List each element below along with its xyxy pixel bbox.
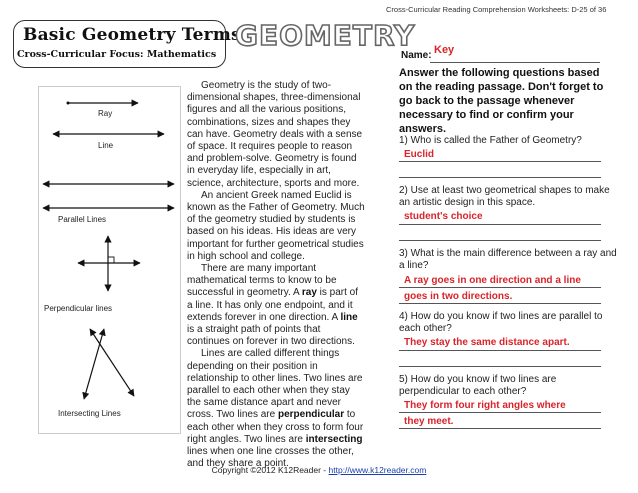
worksheet-subtitle: Cross-Curricular Focus: Mathematics — [17, 49, 217, 60]
k12reader-link[interactable]: http://www.k12reader.com — [328, 465, 427, 475]
answer-4-line-1: They stay the same distance apart. — [404, 337, 570, 348]
term-ray: ray — [301, 287, 317, 299]
passage-paragraph-3: There are many important mathematical terms to know to be successful in geometry. A ray is part of a line. It has only one endpoint, and it extends forever in one direction. A line is a straight path of points that continues on forever in two directions. — [187, 263, 359, 348]
geometry-diagram — [38, 86, 179, 432]
label-ray: Ray — [98, 109, 113, 118]
answer-1-line-1: Euclid — [404, 149, 435, 160]
worksheet-title: Basic Geometry Terms — [23, 25, 241, 45]
answer-5-line-2: they meet. — [404, 416, 454, 427]
name-value: Key — [434, 44, 455, 56]
footer — [0, 465, 638, 475]
question-4: 4) How do you know if two lines are parallel to each other? — [399, 311, 603, 334]
parallel-lines-figure — [43, 184, 174, 208]
answer-line[interactable] — [399, 161, 601, 162]
reading-passage — [187, 80, 365, 471]
intersecting-lines-figure — [84, 329, 134, 399]
answer-5-line-1: They form four right angles where — [404, 400, 566, 411]
geometry-logo — [233, 19, 416, 52]
answer-line[interactable] — [399, 177, 601, 178]
perpendicular-lines-figure — [78, 236, 140, 291]
label-perpendicular: Perpendicular lines — [44, 304, 113, 313]
answer-line[interactable] — [399, 287, 601, 288]
copyright-text: Copyright ©2012 K12Reader - — [211, 465, 329, 475]
ray-figure — [67, 102, 139, 105]
answer-line[interactable] — [399, 366, 601, 367]
label-intersecting: Intersecting Lines — [58, 409, 121, 418]
answer-line[interactable] — [399, 240, 601, 241]
term-perpendicular: perpendicular — [277, 409, 345, 421]
question-2: 2) Use at least two geometrical shapes to make an artistic design in this space. — [399, 185, 610, 208]
series-label: Cross-Curricular Reading Comprehension Worksheets: D-25 of 36 — [386, 5, 607, 14]
question-5: 5) How do you know if two lines are perpendicular to each other? — [399, 374, 557, 397]
passage-paragraph-4: Lines are called different things depending on their position in relationship to other lines. Two lines are parallel to each other when they stay the same distance apart and never cross. Two lines are perpendicular to each other when they cross to form four right angles. Two lines are intersecting lines when one line crosses the other, and they share a point. — [187, 348, 364, 470]
term-intersecting: intersecting — [305, 433, 363, 445]
answer-line[interactable] — [399, 224, 601, 225]
answer-3-line-2: goes in two directions. — [404, 291, 513, 302]
label-line: Line — [98, 141, 114, 150]
answer-2-line-1: student's choice — [404, 211, 483, 222]
name-line[interactable] — [430, 62, 600, 63]
answer-line[interactable] — [399, 412, 601, 413]
svg-text:GEOMETRY: GEOMETRY — [235, 19, 416, 52]
passage-paragraph-2: An ancient Greek named Euclid is known as the Father of Geometry. Much of the geometry studied by students is based on his ideas. His ideas are very important for further geometrical studies in high school and college. — [187, 189, 365, 262]
term-line: line — [340, 311, 358, 323]
instructions: Answer the following questions based on the reading passage. Don't forget to go back to the passage whenever necessary to find or confirm your answers. — [399, 67, 604, 135]
answer-line[interactable] — [399, 350, 601, 351]
answer-line[interactable] — [399, 428, 601, 429]
answer-line[interactable] — [399, 303, 601, 304]
passage-paragraph-1: Geometry is the study of two-dimensional shapes, three-dimensional figures and all the various positions, combinations, sizes and shapes they can have. Geometry deals with a sense of space. It requires people to reason and problem-solve. Geometry is found in everyday life, especially in art, science, architecture, sports and more. — [187, 80, 363, 189]
question-1: 1) Who is called the Father of Geometry? — [399, 135, 582, 146]
name-label: Name: — [401, 50, 432, 61]
answer-3-line-1: A ray goes in one direction and a line — [404, 275, 581, 286]
question-3: 3) What is the main difference between a ray and a line? — [399, 248, 617, 271]
label-parallel: Parallel Lines — [58, 215, 107, 224]
